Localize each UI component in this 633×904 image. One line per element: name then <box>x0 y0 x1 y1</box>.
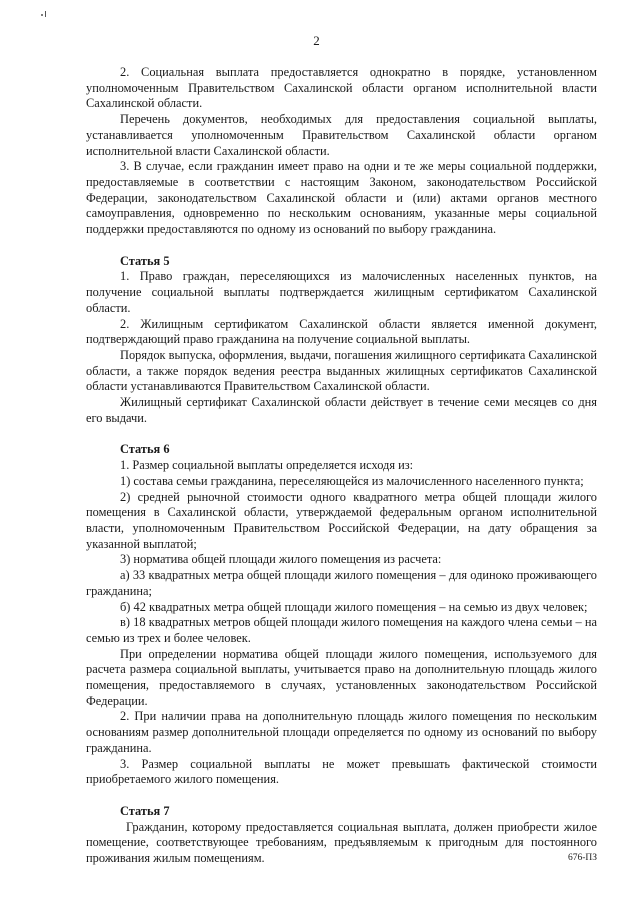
paragraph: При определении норматива общей площади жилого помещения, используемого для расчета размера социальной выплаты, учитывается право на дополнительную площадь жилого помещения, предоставляемого в случаях, установленных законодательством Российской Федерации. <box>86 646 597 708</box>
scan-speck <box>45 11 46 17</box>
paragraph: 1. Размер социальной выплаты определяется исходя из: <box>120 458 414 473</box>
article-heading: Статья 7 <box>120 803 170 818</box>
paragraph: 3. Размер социальной выплаты не может превышать фактической стоимости приобретаемого жилого помещения. <box>86 756 597 787</box>
page-number: 2 <box>313 33 320 48</box>
list-item: а) 33 квадратных метра общей площади жилого помещения – для одиноко проживающего гражданина; <box>86 568 597 598</box>
document-body <box>86 65 597 867</box>
paragraph: 1. Право граждан, переселяющихся из малочисленных населенных пунктов, на получение социальной выплаты подтверждается жилищным сертификатом Сахалинской области. <box>86 269 597 315</box>
paragraph: 2. Жилищным сертификатом Сахалинской области является именной документ, подтверждающий право гражданина на получение социальной выплаты. <box>86 316 597 347</box>
list-item: в) 18 квадратных метров общей площади жилого помещения на каждого члена семьи – на семью из трех и более человек. <box>86 615 597 645</box>
paragraph: 2. При наличии права на дополнительную площадь жилого помещения по нескольким основаниям размер дополнительной площади определяется по одному из оснований по выбору гражданина. <box>86 709 597 755</box>
paragraph: 3. В случае, если гражданин имеет право на одни и те же меры социальной поддержки, предоставляемые в соответствии с настоящим Законом, законодательством Российской Федерации, законодательством Сахалинской области и (или) актами органов местного самоуправления, одновременно по нескольким основаниям, указанные меры социальной поддержки предоставляются по одному из оснований по выбору гражданина. <box>86 159 597 237</box>
paragraph: Гражданин, которому предоставляется социальная выплата, должен приобрести жилое помещение, соответствующее требованиям, предъявляемым к пригодным для постоянного проживания жилым помещениям. <box>86 819 597 866</box>
paragraph: Порядок выпуска, оформления, выдачи, погашения жилищного сертификата Сахалинской области, а также порядок ведения реестра выданных жилищных сертификатов Сахалинской области устанавливаются Правительством Сахалинской области. <box>86 347 597 394</box>
article-heading: Статья 5 <box>120 253 170 268</box>
article-heading: Статья 6 <box>120 442 170 457</box>
list-item: б) 42 квадратных метра общей площади жилого помещения – на семью из двух человек; <box>120 599 588 614</box>
paragraph: Жилищный сертификат Сахалинской области действует в течение семи месяцев со дня его выдачи. <box>86 395 597 425</box>
list-item: 1) состава семьи гражданина, переселяющейся из малочисленного населенного пункта; <box>120 473 584 488</box>
list-item: 2) средней рыночной стоимости одного квадратного метра общей площади жилого помещения в Сахалинской области, утверждаемой федеральным органом исполнительной власти, уполномоченным Правительством Российской Федерации, на дату обращения за указанной выплатой; <box>86 489 597 551</box>
list-item: 3) норматива общей площади жилого помещения из расчета: <box>120 552 442 567</box>
document-code: 676-ПЗ <box>567 853 597 863</box>
scan-speck <box>41 14 43 16</box>
paragraph: 2. Социальная выплата предоставляется однократно в порядке, установленном уполномоченным Правительством Сахалинской области органом исполнительной власти Сахалинской области. <box>86 65 597 111</box>
paragraph: Перечень документов, необходимых для предоставления социальной выплаты, устанавливается уполномоченным Правительством Сахалинской области органом исполнительной власти Сахалинской области. <box>86 112 597 158</box>
